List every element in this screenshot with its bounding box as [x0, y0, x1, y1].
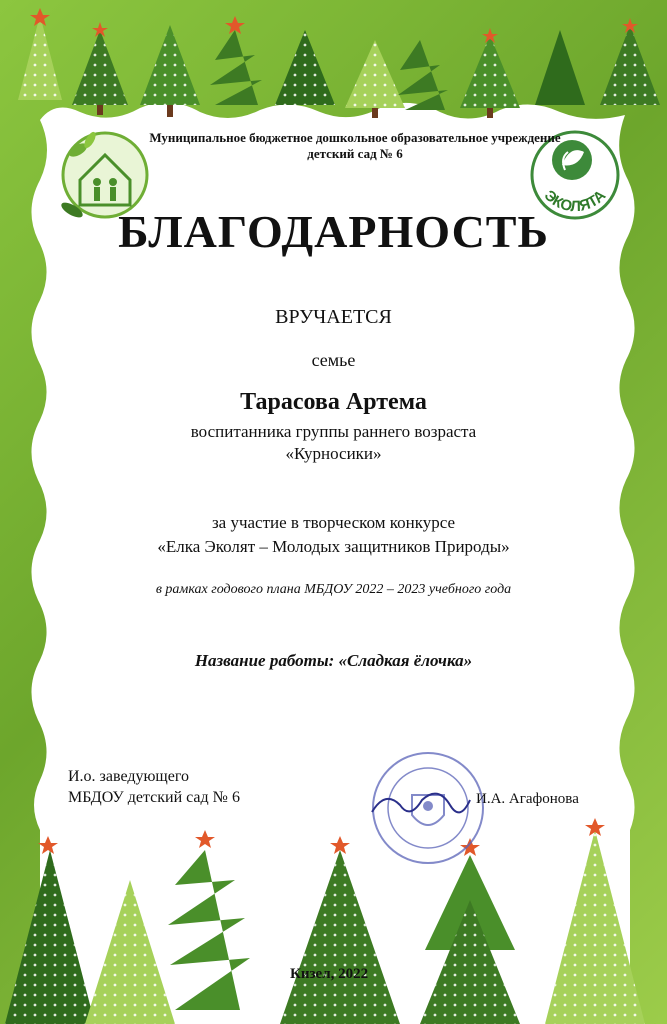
tree-icon	[18, 15, 62, 100]
awarded-label: ВРУЧАЕТСЯ	[275, 306, 392, 328]
place-and-date: Кизел, 2022	[290, 966, 369, 982]
child-name: Тарасова Артема	[240, 389, 427, 415]
work-title: Название работы: «Сладкая ёлочка»	[194, 651, 473, 670]
tree-icon	[345, 40, 405, 118]
child-description-line2: «Курносики»	[285, 444, 382, 463]
family-label: семье	[311, 350, 356, 370]
tree-icon	[398, 40, 448, 110]
tree-icon	[275, 30, 335, 105]
reason-line2: «Елка Эколят – Молодых защитников Природы»	[157, 537, 510, 556]
tree-icon	[600, 25, 660, 105]
tree-icon	[140, 25, 200, 117]
signer-name: И.А. Агафонова	[476, 791, 579, 807]
svg-text:ЭКОЛЯТА: ЭКОЛЯТА	[540, 186, 610, 216]
certificate-title: БЛАГОДАРНОСТЬ	[118, 206, 549, 257]
tree-icon	[460, 35, 520, 118]
tree-icon	[210, 30, 262, 105]
tree-icon	[72, 30, 128, 115]
plan-note: в рамках годового плана МБДОУ 2022 – 2023 учебного года	[155, 582, 512, 597]
tree-icon	[535, 30, 585, 105]
signer-position-line2: МБДОУ детский сад № 6	[68, 789, 240, 806]
signer-position-line1: И.о. заведующего	[68, 768, 190, 785]
top-trees	[18, 8, 660, 118]
organization-name: Муниципальное бюджетное дошкольное образовательное учреждение детский сад № 6	[149, 130, 561, 161]
child-description-line1: воспитанника группы раннего возраста	[190, 422, 477, 441]
reason-line1: за участие в творческом конкурсе	[211, 513, 456, 532]
